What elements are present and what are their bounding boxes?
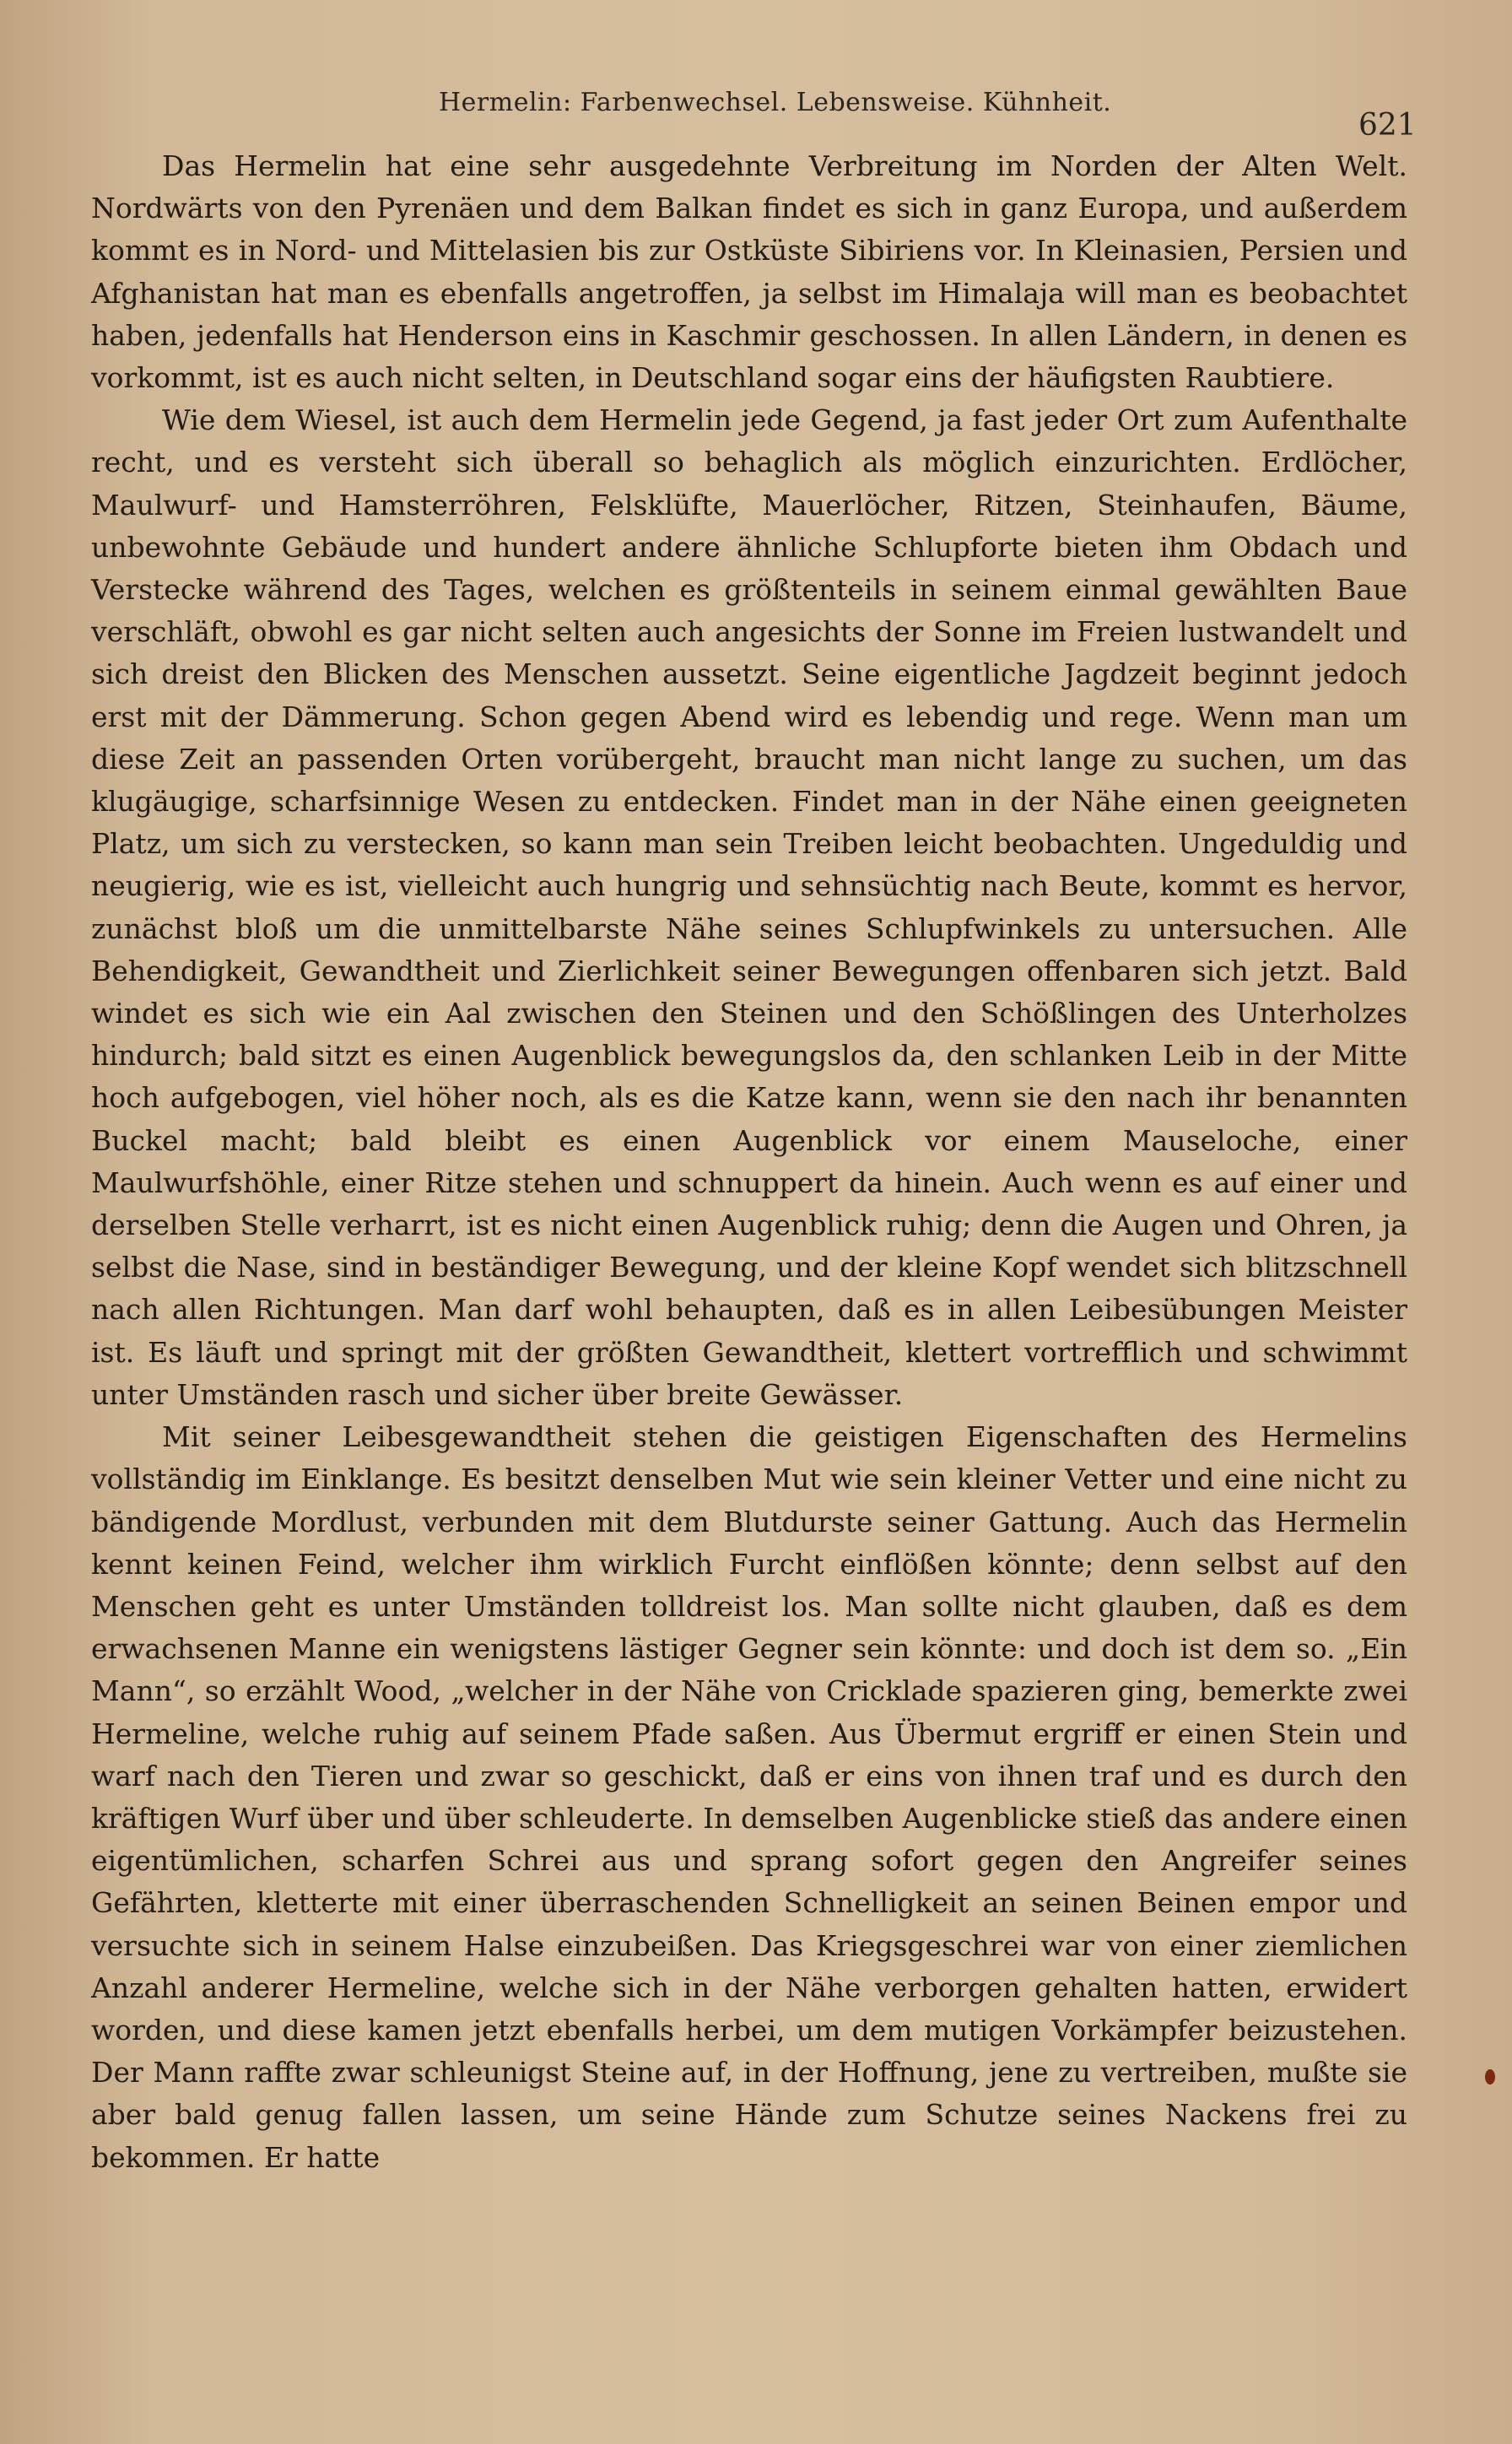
body-text xyxy=(91,145,1407,2179)
paragraph-habits: Wie dem Wiesel, ist auch dem Hermelin jede Gegend, ja fast jeder Ort zum Aufenthalte recht, und es versteht sich überall so behaglich als möglich einzurichten. Erdlöcher, Maulwurf- und Hamsterröhren, Felsklüfte, Mauerlöcher, Ritzen, Steinhaufen, Bäume, unbewohnte Gebäude und hundert andere ähnliche Schlupforte bieten ihm Obdach und Verstecke während des Tages, welchen es größtenteils in seinem einmal gewählten Baue verschläft, obwohl es gar nicht selten auch angesichts der Sonne im Freien lustwandelt und sich dreist den Blicken des Menschen aussetzt. Seine eigentliche Jagdzeit beginnt jedoch erst mit der Dämmerung. Schon gegen Abend wird es lebendig und rege. Wenn man um diese Zeit an passenden Orten vorübergeht, braucht man nicht lange zu suchen, um das klugäugige, scharfsinnige Wesen zu entdecken. Findet man in der Nähe einen geeigneten Platz, um sich zu verstecken, so kann man sein Treiben leicht beobachten. Ungeduldig und neugierig, wie es ist, vielleicht auch hungrig und sehnsüchtig nach Beute, kommt es hervor, zunächst bloß um die unmittelbarste Nähe seines Schlupfwinkels zu untersuchen. Alle Behendigkeit, Gewandtheit und Zierlichkeit seiner Bewegungen offenbaren sich jetzt. Bald windet es sich wie ein Aal zwischen den Steinen und den Schößlingen des Unterholzes hindurch; bald sitzt es einen Augenblick bewegungslos da, den schlanken Leib in der Mitte hoch aufgebogen, viel höher noch, als es die Katze kann, wenn sie den nach ihr benannten Buckel macht; bald bleibt es einen Augenblick vor einem Mauseloche, einer Maulwurfshöhle, einer Ritze stehen und schnuppert da hinein. Auch wenn es auf einer und derselben Stelle verharrt, ist es nicht einen Augenblick ruhig; denn die Augen und Ohren, ja selbst die Nase, sind in beständiger Bewegung, und der kleine Kopf wendet sich blitzschnell nach allen Richtungen. Man darf wohl behaupten, daß es in allen Leibesübungen Meister ist. Es läuft und springt mit der größten Gewandtheit, klettert vortrefflich und schwimmt unter Umständen rasch und sicher über breite Gewässer. xyxy=(91,403,1407,1411)
running-head: Hermelin: Farbenwechsel. Lebensweise. Kühnheit. xyxy=(439,88,1112,117)
paragraph-courage: Mit seiner Leibesgewandtheit stehen die geistigen Eigenschaften des Hermelins vollständig im Einklange. Es besitzt denselben Mut wie sein kleiner Vetter und eine nicht zu bändigende Mordlust, verbunden mit dem Blutdurste seiner Gattung. Auch das Hermelin kennt keinen Feind, welcher ihm wirklich Furcht einflößen könnte; denn selbst auf den Menschen geht es unter Umständen tolldreist los. Man sollte nicht glauben, daß es dem erwachsenen Manne ein wenigstens lästiger Gegner sein könnte: und doch ist dem so. „Ein Mann“, so erzählt Wood, „welcher in der Nähe von Cricklade spazieren ging, bemerkte zwei Hermeline, welche ruhig auf seinem Pfade saßen. Aus Übermut ergriff er einen Stein und warf nach den Tieren und zwar so geschickt, daß er eins von ihnen traf und es durch den kräftigen Wurf über und über schleuderte. In demselben Augenblicke stieß das andere einen eigentümlichen, scharfen Schrei aus und sprang sofort gegen den Angreifer seines Gefährten, kletterte mit einer überraschenden Schnelligkeit an seinen Beinen empor und versuchte sich in seinem Halse einzubeißen. Das Kriegsgeschrei war von einer ziemlichen Anzahl anderer Hermeline, welche sich in der Nähe verborgen gehalten hatten, erwidert worden, und diese kamen jetzt ebenfalls herbei, um dem mutigen Vorkämpfer beizustehen. Der Mann raffte zwar schleunigst Steine auf, in der Hoffnung, jene zu vertreiben, mußte sie aber bald genug fallen lassen, um seine Hände zum Schutze seines Nackens frei zu bekommen. Er hatte xyxy=(91,1420,1407,2174)
ink-spot xyxy=(1485,2069,1495,2084)
paragraph-distribution: Das Hermelin hat eine sehr ausgedehnte Verbreitung im Norden der Alten Welt. Nordwärts von den Pyrenäen und dem Balkan findet es sich in ganz Europa, und außerdem kommt es in Nord- und Mittelasien bis zur Ostküste Sibiriens vor. In Kleinasien, Persien und Afghanistan hat man es ebenfalls angetroffen, ja selbst im Himalaja will man es beobachtet haben, jedenfalls hat Henderson eins in Kaschmir geschossen. In allen Ländern, in denen es vorkommt, ist es auch nicht selten, in Deutschland sogar eins der häufigsten Raubtiere. xyxy=(91,149,1407,395)
page-number: 621 xyxy=(1358,108,1417,143)
